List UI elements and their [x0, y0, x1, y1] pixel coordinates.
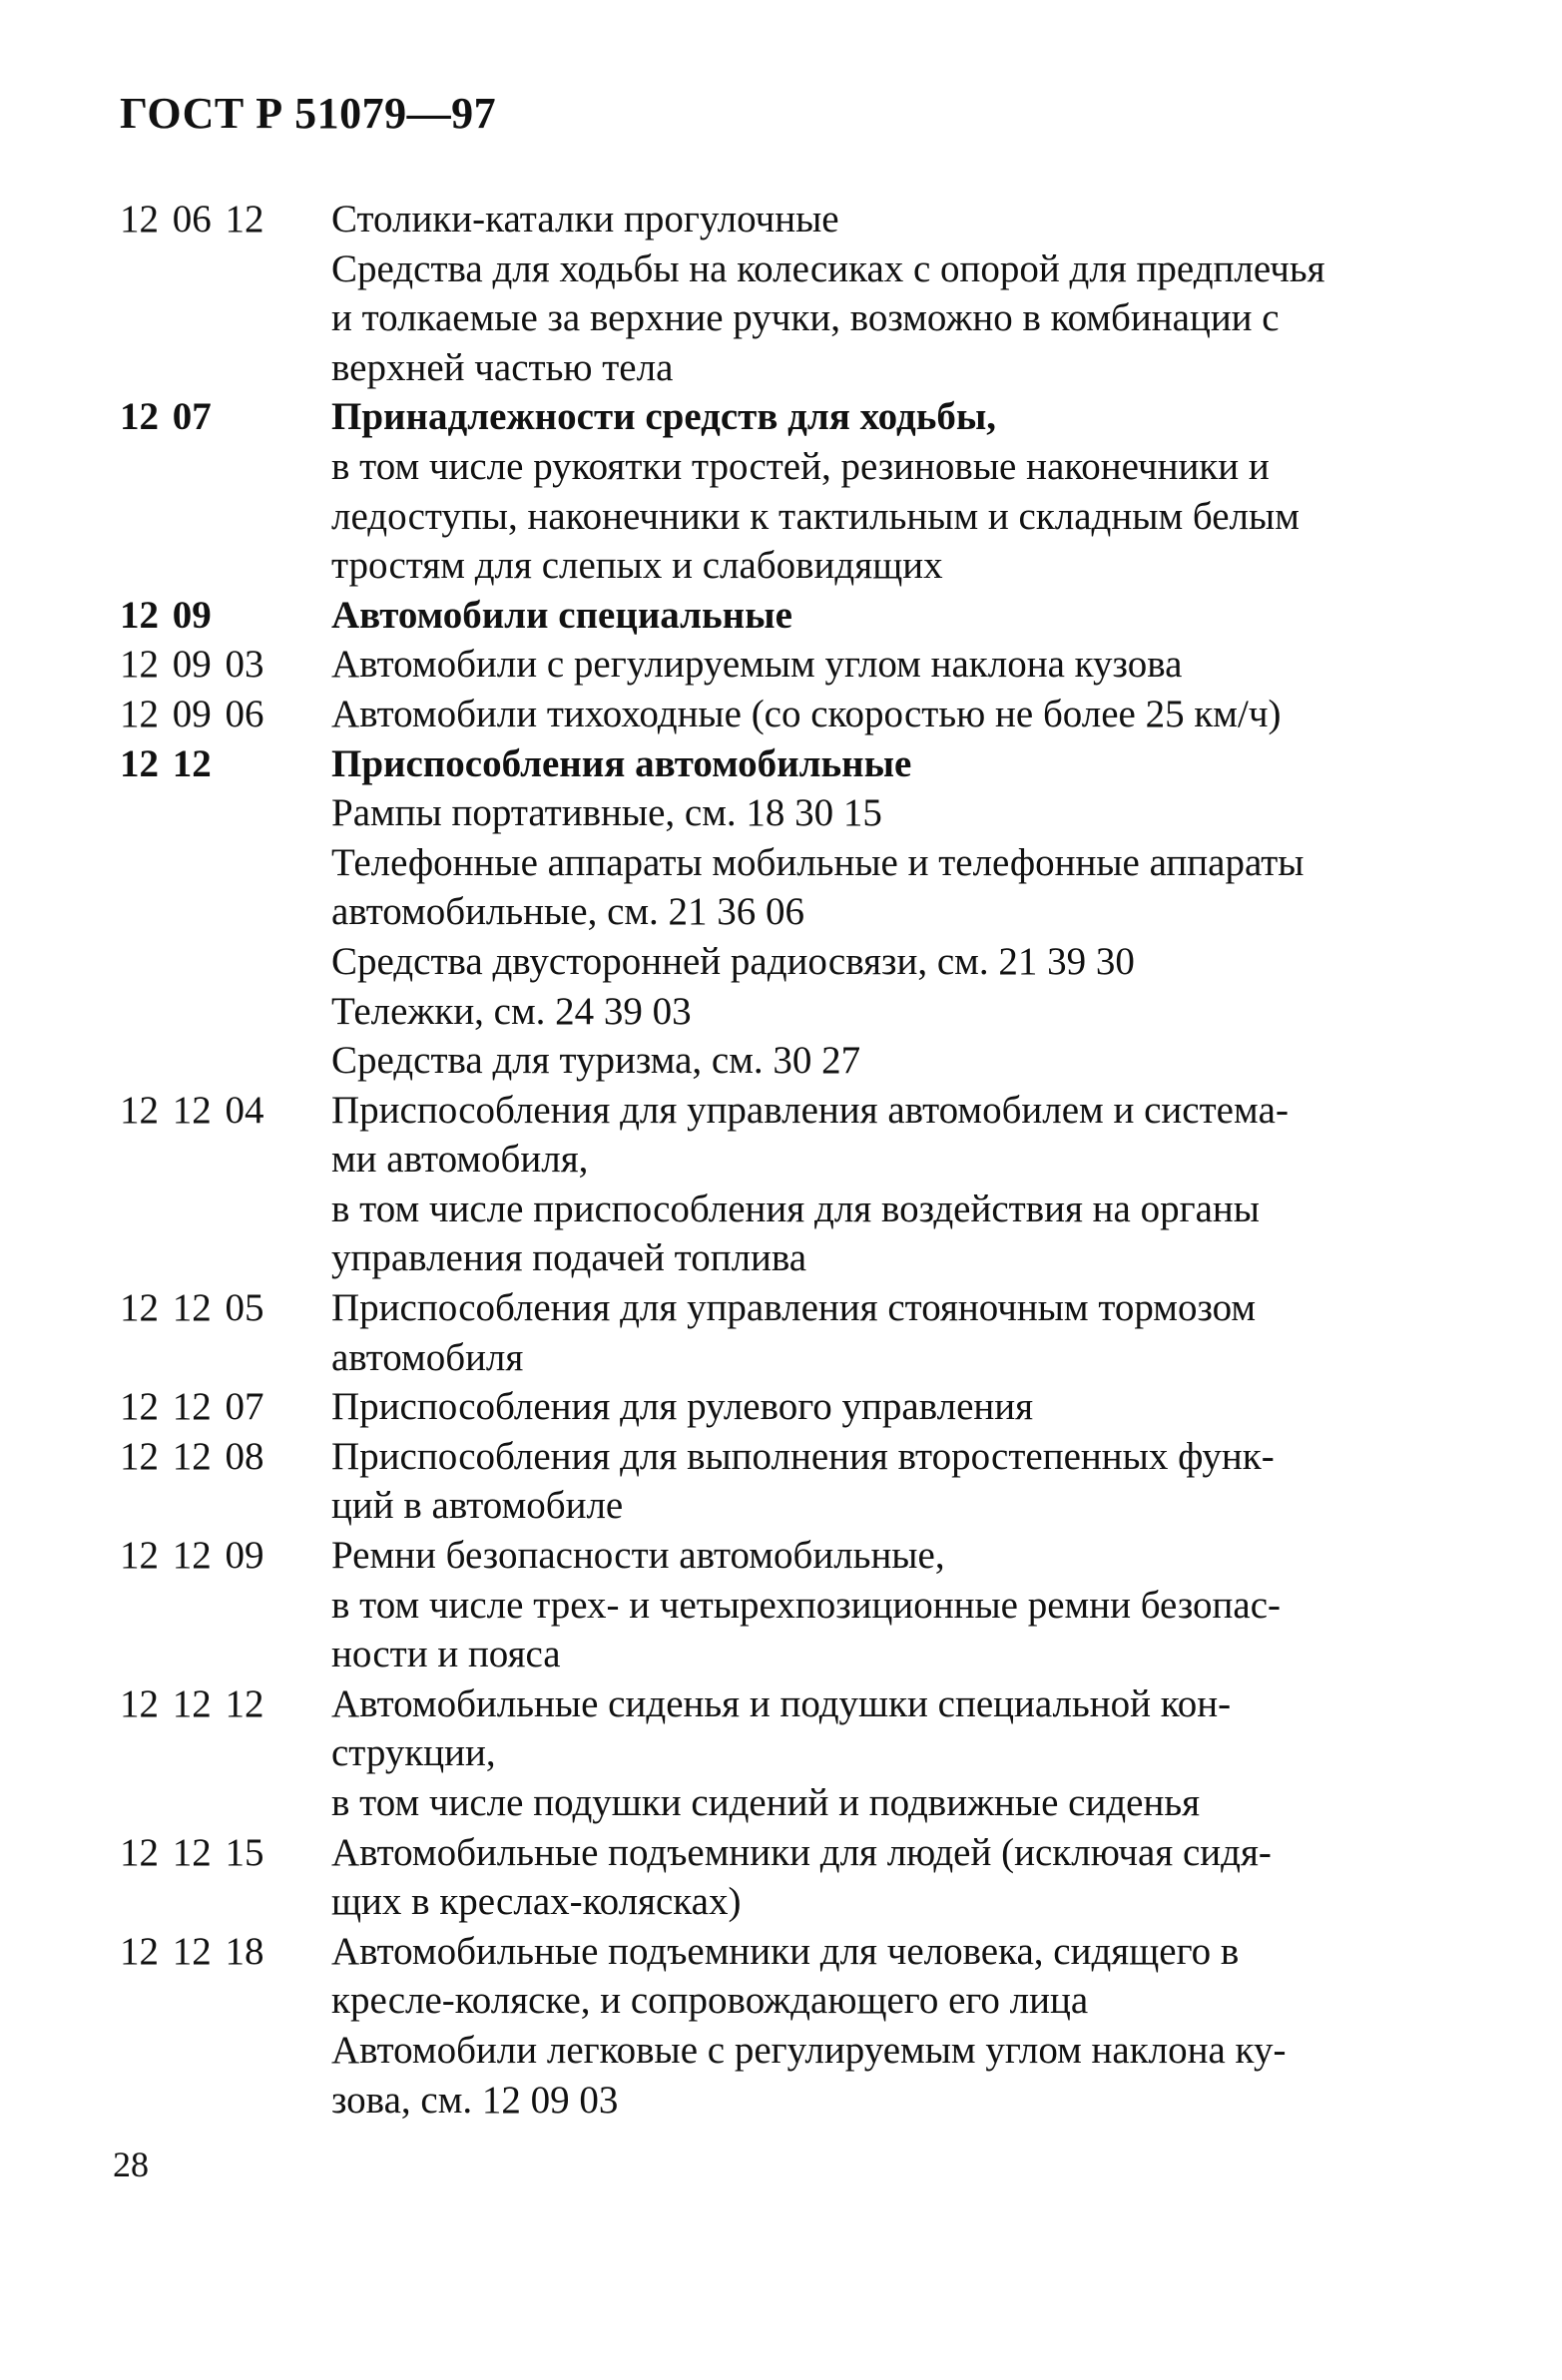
entry-body — [331, 1086, 1507, 1283]
entry-line: Приспособления для выполнения второстепенных функ- — [331, 1434, 1275, 1478]
entry-heading: Приспособления автомобильные — [331, 741, 912, 785]
entry-code: 12 12 18 — [120, 1929, 264, 1973]
entry-code: 12 12 08 — [120, 1434, 264, 1478]
entry-line: Телефонные аппараты мобильные и телефонные аппараты — [331, 840, 1304, 884]
entry-code: 12 12 07 — [120, 1385, 264, 1429]
entry-body — [331, 392, 1507, 590]
entry-line: струкции, — [331, 1731, 496, 1775]
list-item — [120, 591, 1507, 641]
entry-code: 12 09 — [120, 593, 212, 637]
entry-line: ности и пояса — [331, 1633, 561, 1676]
entry-line: в том числе приспособления для воздействия на органы — [331, 1187, 1260, 1230]
entry-line: Средства для ходьбы на колесиках с опорой для предплечья — [331, 246, 1325, 290]
entry-code: 12 09 06 — [120, 692, 264, 735]
entry-line: Автомобили тихоходные (со скоростью не более 25 км/ч) — [331, 692, 1282, 735]
list-item — [120, 1927, 1507, 2125]
entry-line: Столики-каталки прогулочные — [331, 198, 839, 240]
classification-list — [120, 195, 1507, 2125]
entry-line: Автомобильные подъемники для человека, сидящего в — [331, 1929, 1240, 1973]
entry-line: в том числе рукоятки тростей, резиновые наконечники и — [331, 444, 1270, 488]
entry-body — [331, 1927, 1507, 2125]
entry-body — [331, 640, 1507, 690]
entry-heading: Автомобили специальные — [331, 593, 792, 637]
entry-line: Автомобили с регулируемым углом наклона кузова — [331, 643, 1183, 687]
list-item — [120, 640, 1507, 690]
entry-line: верхней частью тела — [331, 345, 674, 389]
entry-line: тростям для слепых и слабовидящих — [331, 544, 943, 588]
entry-body — [331, 1531, 1507, 1679]
list-item — [120, 392, 1507, 590]
entry-code: 12 12 12 — [120, 1681, 264, 1725]
entry-line: Рампы портативные, см. 18 30 15 — [331, 791, 882, 835]
list-item — [120, 1086, 1507, 1283]
entry-line: Автомобильные подъемники для людей (исключая сидя- — [331, 1830, 1272, 1874]
entry-line: и толкаемые за верхние ручки, возможно в комбинации с — [331, 296, 1280, 340]
document-header: ГОСТ Р 51079—97 — [120, 89, 497, 138]
entry-code: 12 12 — [120, 741, 212, 785]
list-item — [120, 195, 1507, 392]
entry-line: Приспособления для управления стояночным тормозом — [331, 1286, 1257, 1330]
entry-body — [331, 1382, 1507, 1432]
entry-code: 12 07 — [120, 395, 212, 439]
entry-body — [331, 1679, 1507, 1828]
list-item — [120, 739, 1507, 1086]
entry-line: Автомобили легковые с регулируемым углом наклона ку- — [331, 2028, 1287, 2072]
entry-body — [331, 591, 1507, 641]
entry-line: щих в креслах-колясках) — [331, 1880, 742, 1924]
entry-line: кресле-коляске, и сопровождающего его лица — [331, 1979, 1089, 2023]
entry-line: Средства для туризма, см. 30 27 — [331, 1039, 861, 1083]
entry-line: автомобильные, см. 21 36 06 — [331, 890, 805, 934]
entry-line: Приспособления для управления автомобилем и системa- — [331, 1088, 1289, 1132]
entry-code: 12 12 05 — [120, 1286, 264, 1330]
entry-line: ледоступы, наконечники к тактильным и складным белым — [331, 494, 1300, 538]
entry-body — [331, 1828, 1507, 1927]
entry-line: в том числе подушки сидений и подвижные сиденья — [331, 1781, 1201, 1824]
entry-line: ций в автомобиле — [331, 1484, 624, 1528]
list-item — [120, 1432, 1507, 1531]
list-item — [120, 690, 1507, 739]
entry-line: управления подачей топлива — [331, 1236, 807, 1280]
entry-body — [331, 195, 1507, 392]
list-item — [120, 1679, 1507, 1828]
entry-body — [331, 739, 1507, 1086]
entry-body — [331, 1283, 1507, 1382]
page-number: 28 — [113, 2144, 149, 2184]
entry-line: Автомобильные сиденья и подушки специальной кон- — [331, 1681, 1232, 1725]
list-item — [120, 1828, 1507, 1927]
entry-code: 12 09 03 — [120, 643, 264, 687]
list-item — [120, 1531, 1507, 1679]
entry-body — [331, 690, 1507, 739]
entry-code: 12 12 09 — [120, 1534, 264, 1578]
entry-line: зова, см. 12 09 03 — [331, 2078, 619, 2122]
entry-code: 12 12 04 — [120, 1088, 264, 1132]
list-item — [120, 1283, 1507, 1382]
entry-line: Тележки, см. 24 39 03 — [331, 989, 692, 1033]
list-item — [120, 1382, 1507, 1432]
entry-line: Приспособления для рулевого управления — [331, 1385, 1034, 1429]
entry-line: Ремни безопасности автомобильные, — [331, 1534, 945, 1578]
entry-code: 12 06 12 — [120, 198, 264, 240]
entry-line: автомобиля — [331, 1335, 524, 1379]
entry-line: Средства двусторонней радиосвязи, см. 21 39 30 — [331, 939, 1135, 983]
entry-body — [331, 1432, 1507, 1531]
entry-code: 12 12 15 — [120, 1830, 264, 1874]
entry-line: ми автомобиля, — [331, 1138, 589, 1182]
entry-heading: Принадлежности средств для ходьбы, — [331, 395, 997, 439]
entry-line: в том числе трех- и четырехпозиционные ремни безопас- — [331, 1583, 1281, 1627]
